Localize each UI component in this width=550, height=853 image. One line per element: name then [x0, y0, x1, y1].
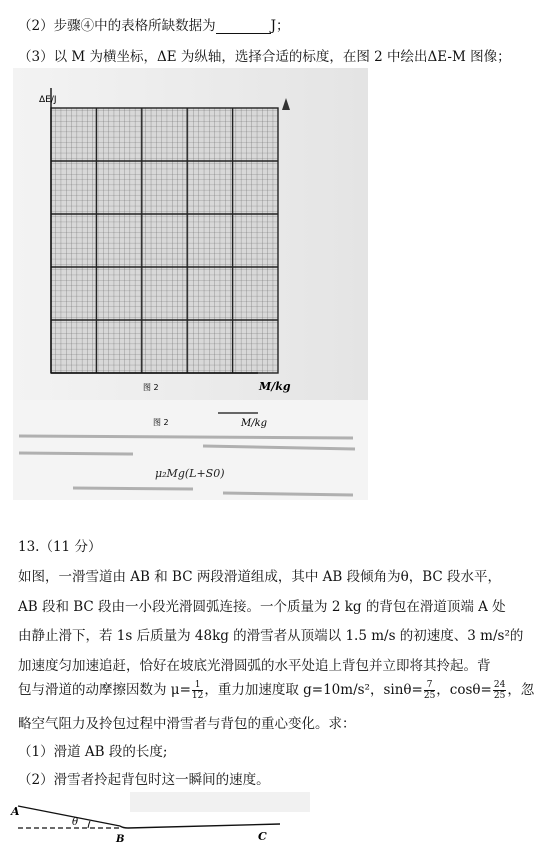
label-theta: θ: [72, 817, 79, 828]
faded-background: [130, 792, 310, 812]
q12-part2-suffix: J；: [270, 18, 290, 34]
slope-ab: [18, 806, 120, 826]
q13-line-5-text-c: ，cosθ=: [436, 682, 492, 698]
q13-line-5: [18, 678, 550, 701]
x-axis-label-2: M/kg: [241, 418, 268, 429]
q13-line-6: 略空气阻力及拎包过程中滑雪者与背包的重心变化。求：: [18, 716, 356, 732]
q13-line-4: 加速度匀加速追赶，恰好在坡底光滑圆弧的水平处追上背包并立即将其拎起。背: [18, 658, 491, 674]
grid: [51, 108, 278, 373]
q12-part3: （3）以 M 为横坐标，ΔE 为纵轴，选择合适的标度，在图 2 中绘出ΔE-M 图像；: [18, 49, 511, 65]
q13-sub-1: （1）滑道 AB 段的长度;: [18, 744, 168, 760]
q13-line-5-text-d: ，忽: [507, 682, 535, 698]
label-b: B: [116, 834, 125, 845]
graph-paper-photo: [13, 68, 368, 500]
angle-arc: [88, 821, 90, 828]
q13-line-1: 如图，一滑雪道由 AB 和 BC 两段滑道组成，其中 AB 段倾角为θ，BC 段水平，: [18, 569, 502, 585]
sin-fraction: $\frac{7}{25}$: [423, 680, 436, 701]
label-a: A: [11, 805, 20, 818]
mu-fraction: $\frac{1}{12}$: [191, 680, 204, 701]
cos-fraction: $\frac{24}{25}$: [493, 680, 506, 701]
x-axis-label: M/kg: [259, 380, 291, 393]
arc-b: [120, 826, 128, 828]
q13-line-3: 由静止滑下，若 1s 后质量为 48kg 的滑雪者从顶端以 1.5 m/s 的初速度、3 m/s²的: [18, 628, 524, 644]
handwriting: μ₂Mg(L+S0): [155, 467, 225, 480]
lower-paper-strip: [13, 400, 368, 500]
answer-blank: [216, 19, 271, 34]
ski-slope-diagram: [10, 788, 310, 848]
q13-line-5-text-a: 包与滑道的动摩擦因数为 μ=: [18, 682, 191, 698]
q12-part2: [18, 14, 550, 34]
q13-line-5-text-b: ，重力加速度取 g=10m/s²，sinθ=: [204, 682, 423, 698]
figure-label-2: 图 2: [153, 418, 169, 427]
q13-line-2: AB 段和 BC 段由一小段光滑圆弧连接。一个质量为 2 kg 的背包在滑道顶端 A 处: [18, 599, 506, 615]
segment-bc: [128, 824, 280, 828]
q13-sub-2: （2）滑雪者拎起背包时这一瞬间的速度。: [18, 772, 270, 788]
q12-part2-prefix: （2）步骤④中的表格所缺数据为: [18, 18, 216, 34]
y-axis-label: ΔE/J: [39, 95, 57, 105]
figure-label: 图 2: [143, 383, 159, 392]
label-c: C: [258, 830, 267, 843]
q13-header: 13.（11 分）: [18, 539, 102, 555]
